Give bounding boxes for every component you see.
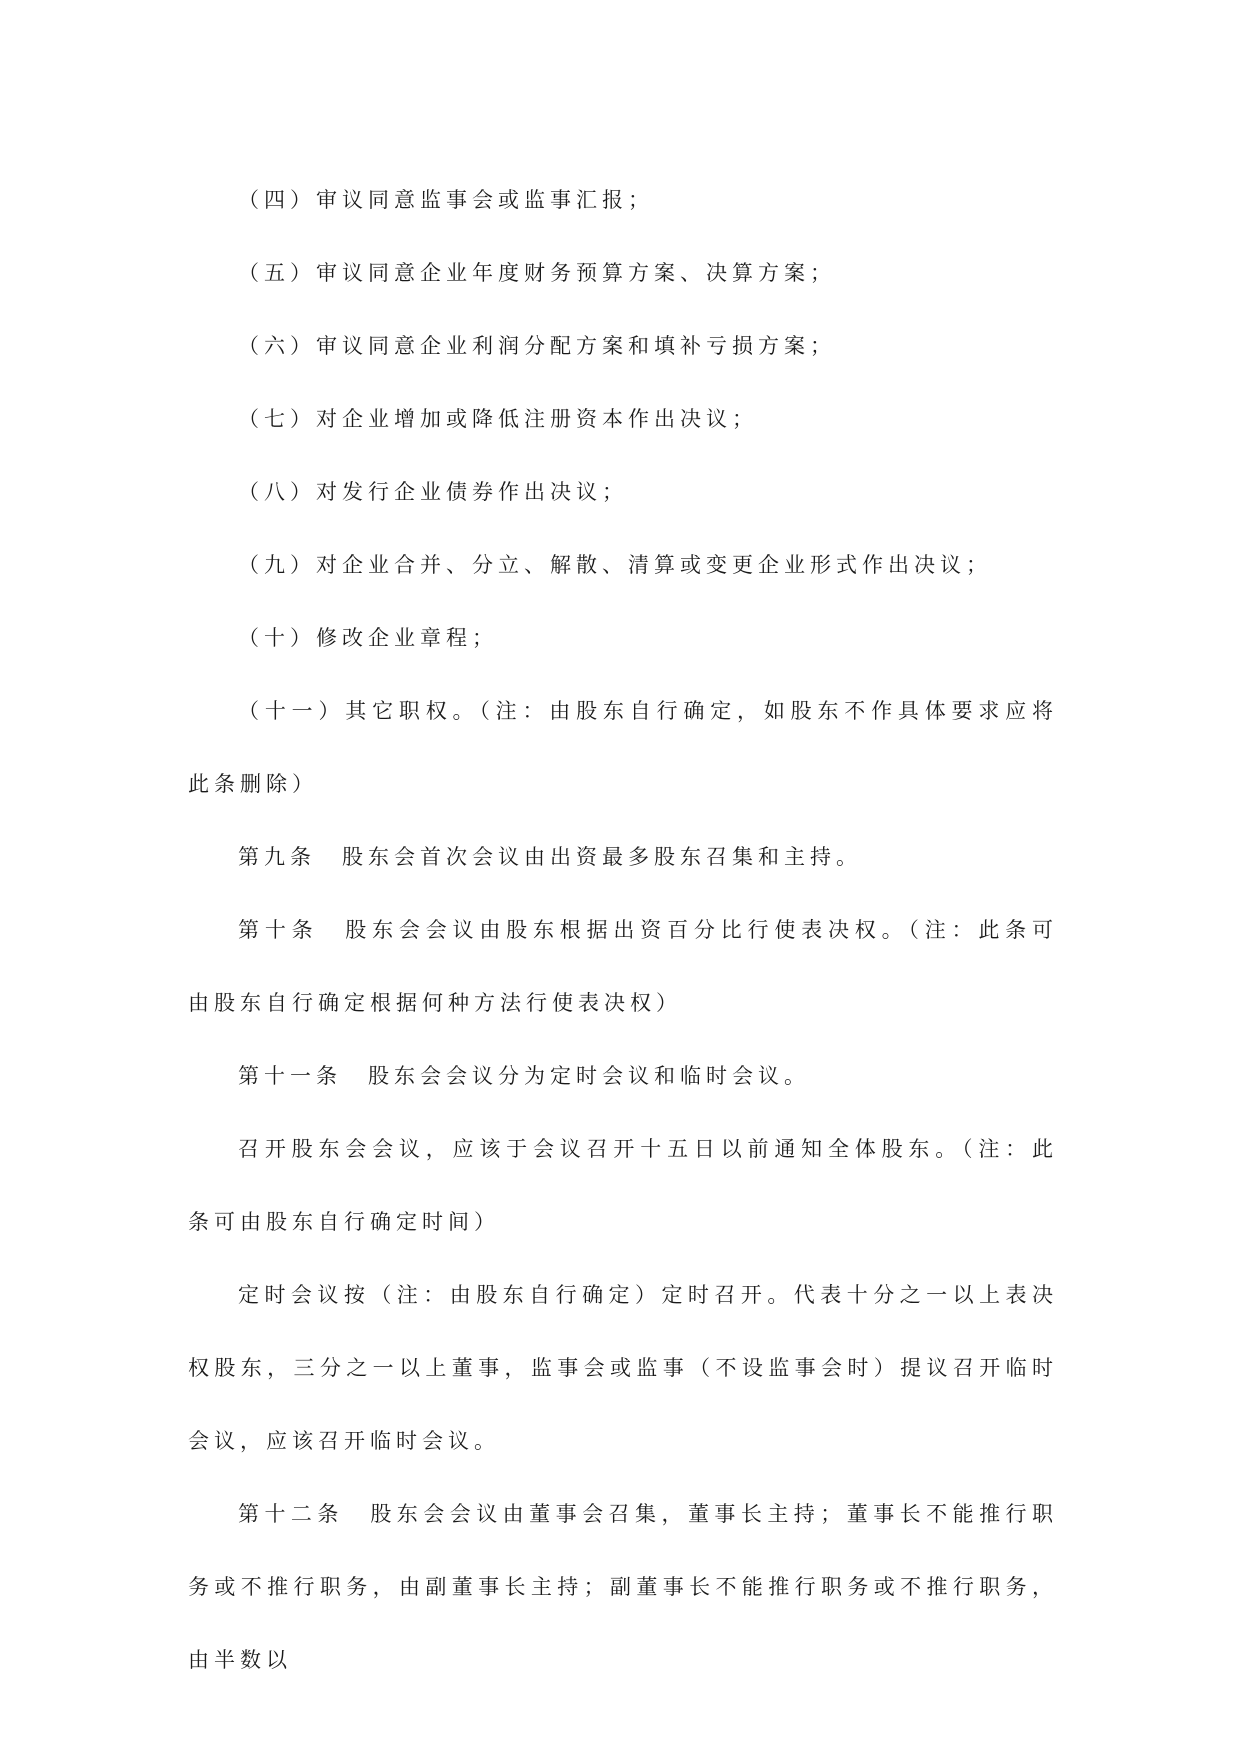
list-item-6: （六）审议同意企业利润分配方案和填补亏损方案； xyxy=(238,334,836,358)
article-11-regular-meeting-paragraph: 定时会议按（注：由股东自行确定）定时召开。代表十分之一以上表决权股东，三分之一以上董事，监事会或监事（不设监事会时）提议召开临时会议，应该召开临时会议。 xyxy=(188,1283,1058,1453)
list-item-5: （五）审议同意企业年度财务预算方案、决算方案； xyxy=(238,261,836,285)
article-text: 股东会会议由股东根据出资百分比行使表决权。（注：此条可由股东自行确定根据何种方法行使表决权） xyxy=(188,918,1059,1015)
article-number: 第十二条 xyxy=(238,1502,344,1526)
article-number: 第十条 xyxy=(238,918,319,942)
list-item-10: （十）修改企业章程； xyxy=(238,626,498,650)
list-item-7: （七）对企业增加或降低注册资本作出决议； xyxy=(238,407,758,431)
article-11 xyxy=(188,1040,1058,1113)
list-item-8: （八）对发行企业债券作出决议； xyxy=(238,480,628,504)
list-item-4: （四）审议同意监事会或监事汇报； xyxy=(238,188,654,212)
article-12 xyxy=(188,1478,1058,1697)
article-text: 股东会会议由董事会召集，董事长主持；董事长不能推行职务或不推行职务，由副董事长主持；副董事长不能推行职务或不推行职务，由半数以 xyxy=(188,1502,1059,1672)
article-text: 股东会会议分为定时会议和临时会议。 xyxy=(368,1064,810,1088)
article-10 xyxy=(188,894,1058,1040)
document-body xyxy=(188,164,1058,1697)
article-number: 第九条 xyxy=(238,845,316,869)
article-text: 股东会首次会议由出资最多股东召集和主持。 xyxy=(342,845,862,869)
article-11-notice-paragraph: 召开股东会会议，应该于会议召开十五日以前通知全体股东。（注：此条可由股东自行确定时间） xyxy=(188,1137,1058,1234)
list-item-11: （十一）其它职权。（注：由股东自行确定，如股东不作具体要求应将此条删除） xyxy=(188,699,1058,796)
article-number: 第十一条 xyxy=(238,1064,342,1088)
list-item-9: （九）对企业合并、分立、解散、清算或变更企业形式作出决议； xyxy=(238,553,992,577)
article-9 xyxy=(188,821,1058,894)
